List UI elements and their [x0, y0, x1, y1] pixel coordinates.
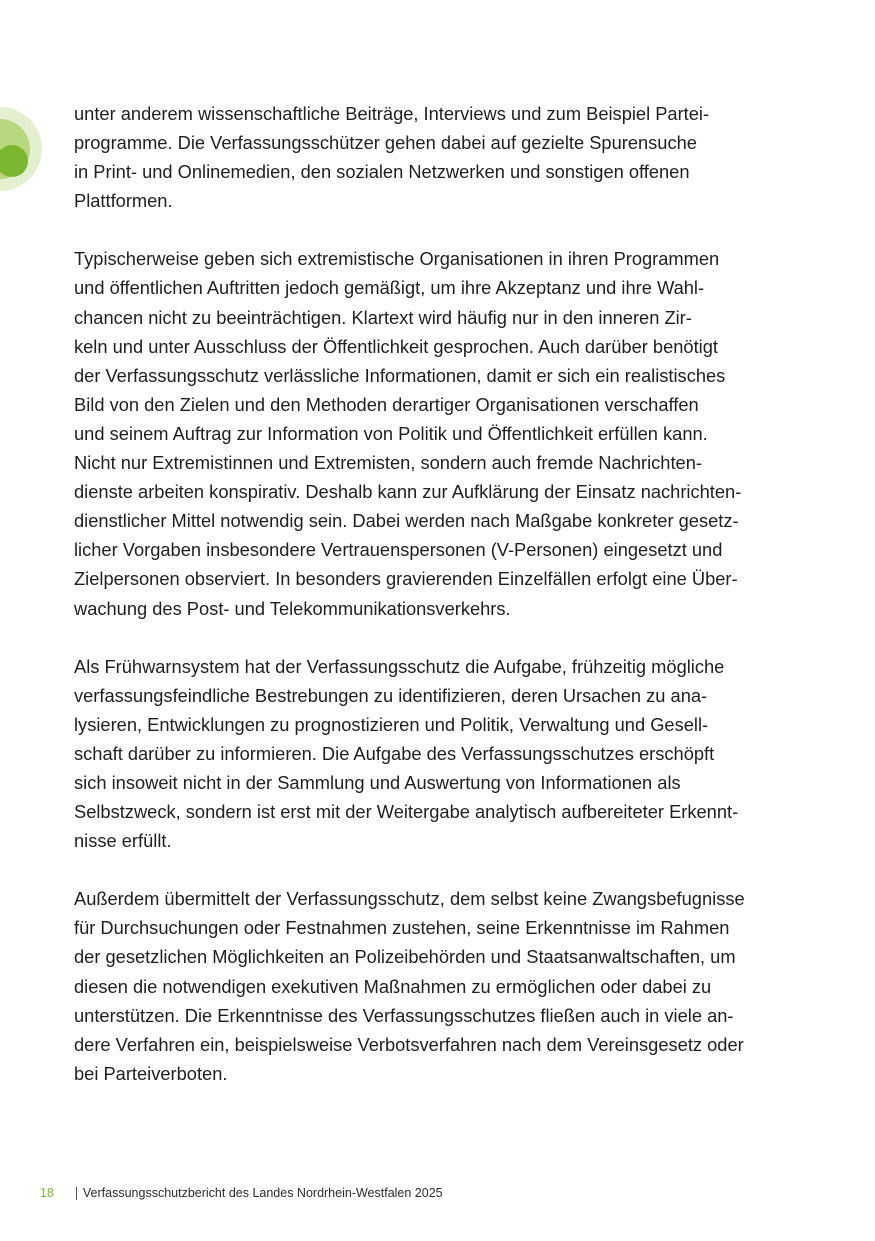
- text-line: chancen nicht zu beeinträchtigen. Klartext wird häufig nur in den inneren Zir-: [74, 306, 692, 328]
- text-line: bei Parteiverboten.: [74, 1062, 228, 1084]
- decorative-circle-core: [0, 145, 28, 177]
- text-line: Typischerweise geben sich extremistische Organisationen in ihren Programmen: [74, 248, 720, 270]
- text-line: Bild von den Zielen und den Methoden derartiger Organisationen verschaffen: [74, 393, 699, 415]
- decorative-circle-graphic: [0, 107, 42, 191]
- text-line: und seinem Auftrag zur Information von Politik und Öffentlichkeit erfüllen kann.: [74, 422, 708, 444]
- text-line: Selbstzweck, sondern ist erst mit der Weitergabe analytisch aufbereiteter Erkennt-: [74, 801, 739, 823]
- document-title: Verfassungsschutzbericht des Landes Nordrhein-Westfalen 2025: [82, 1186, 443, 1200]
- paragraph-4: [74, 884, 814, 1088]
- decorative-circle-ring: [0, 119, 30, 179]
- text-line: dienste arbeiten konspirativ. Deshalb kann zur Aufklärung der Einsatz nachrichten-: [74, 481, 742, 503]
- text-line: dere Verfahren ein, beispielsweise Verbotsverfahren nach dem Vereinsgesetz oder: [74, 1033, 744, 1055]
- paragraph-3: [74, 652, 814, 856]
- text-line: programme. Die Verfassungsschützer gehen dabei auf gezielte Spurensuche: [74, 132, 697, 154]
- text-line: diesen die notwendigen exekutiven Maßnahmen zu ermöglichen oder dabei zu: [74, 975, 712, 997]
- body-text: [74, 99, 814, 1117]
- text-line: Als Frühwarnsystem hat der Verfassungsschutz die Aufgabe, frühzeitig mögliche: [74, 655, 725, 677]
- page-footer: [40, 1185, 443, 1201]
- text-line: Plattformen.: [74, 190, 173, 212]
- text-line: Außerdem übermittelt der Verfassungsschutz, dem selbst keine Zwangsbefugnisse: [74, 888, 745, 910]
- text-line: keln und unter Ausschluss der Öffentlichkeit gesprochen. Auch darüber benötigt: [74, 335, 718, 357]
- page-number: 18: [40, 1186, 54, 1200]
- text-line: schaft darüber zu informieren. Die Aufgabe des Verfassungsschutzes erschöpft: [74, 742, 715, 764]
- text-line: und öffentlichen Auftritten jedoch gemäßigt, um ihre Akzeptanz und ihre Wahl-: [74, 277, 705, 299]
- text-line: wachung des Post- und Telekommunikationsverkehrs.: [74, 597, 511, 619]
- text-line: sich insoweit nicht in der Sammlung und Auswertung von Informationen als: [74, 771, 681, 793]
- text-line: unter anderem wissenschaftliche Beiträge, Interviews und zum Beispiel Partei-: [74, 103, 710, 124]
- text-line: verfassungsfeindliche Bestrebungen zu identifizieren, deren Ursachen zu ana-: [74, 684, 708, 706]
- text-line: in Print- und Onlinemedien, den sozialen Netzwerken und sonstigen offenen: [74, 161, 690, 183]
- paragraph-1: [74, 99, 814, 215]
- text-line: lysieren, Entwicklungen zu prognostizieren und Politik, Verwaltung und Gesell-: [74, 713, 709, 735]
- text-line: licher Vorgaben insbesondere Vertrauenspersonen (V-Personen) eingesetzt und: [74, 539, 723, 561]
- paragraph-2: [74, 244, 814, 622]
- text-line: nisse erfüllt.: [74, 830, 172, 852]
- text-line: unterstützen. Die Erkenntnisse des Verfassungsschutzes fließen auch in viele an-: [74, 1004, 734, 1026]
- text-line: dienstlicher Mittel notwendig sein. Dabei werden nach Maßgabe konkreter gesetz-: [74, 510, 739, 532]
- text-line: für Durchsuchungen oder Festnahmen zustehen, seine Erkenntnisse im Rahmen: [74, 917, 730, 939]
- footer-divider: [76, 1187, 77, 1200]
- text-line: Nicht nur Extremistinnen und Extremisten, sondern auch fremde Nachrichten-: [74, 452, 702, 474]
- text-line: der Verfassungsschutz verlässliche Informationen, damit er sich ein realistisches: [74, 364, 726, 386]
- text-line: Zielpersonen observiert. In besonders gravierenden Einzelfällen erfolgt eine Über-: [74, 568, 738, 590]
- text-line: der gesetzlichen Möglichkeiten an Polizeibehörden und Staatsanwaltschaften, um: [74, 946, 736, 968]
